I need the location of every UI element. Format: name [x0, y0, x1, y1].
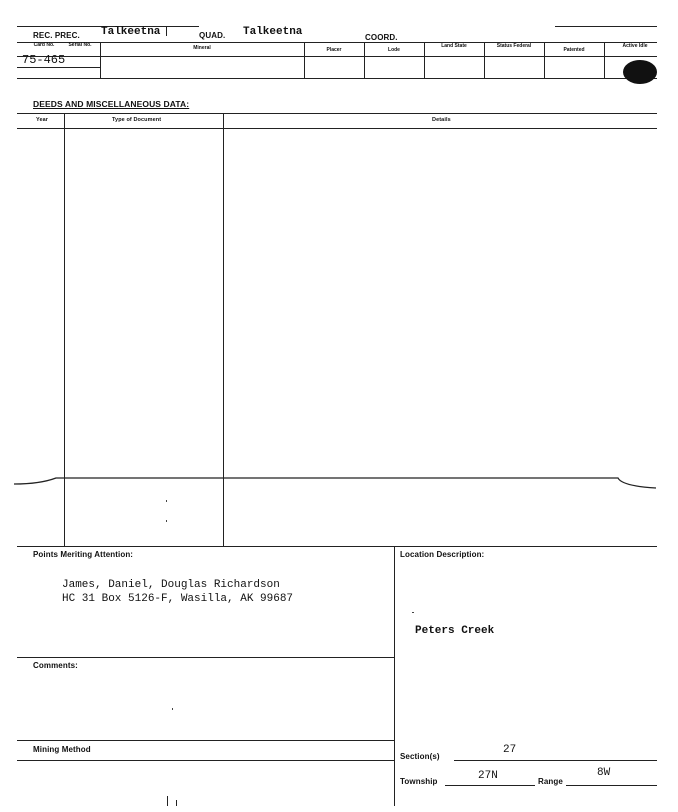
- points-line2: HC 31 Box 5126-F, Wasilla, AK 99687: [62, 593, 294, 605]
- mining-method-top: [17, 740, 394, 741]
- claim-table-header-bottom: [17, 56, 657, 57]
- active-idle-filled-circle: [623, 60, 657, 84]
- deeds-splice-line: [0, 470, 678, 492]
- points-label: Points Meriting Attention:: [33, 550, 134, 559]
- rec-prec-value: Talkeetna: [101, 26, 161, 38]
- mining-method-label: Mining Method: [33, 745, 91, 754]
- deeds-section-title: DEEDS AND MISCELLANEOUS DATA:: [33, 99, 190, 109]
- deeds-col-type: Type of Document: [112, 117, 162, 123]
- claim-col-divider: [544, 42, 545, 78]
- deeds-table-header-bottom: [17, 128, 657, 129]
- quad-label: QUAD.: [199, 31, 226, 40]
- claim-col-divider: [604, 42, 605, 78]
- col-status-federal: Status Federal: [496, 43, 532, 49]
- claim-col-divider: [484, 42, 485, 78]
- quad-value: Talkeetna: [243, 26, 303, 38]
- col-mineral: Mineral: [193, 45, 211, 51]
- col-serial-no: Serial No.: [68, 42, 92, 48]
- mining-method-rule: [17, 760, 394, 761]
- scan-tick: [176, 800, 177, 806]
- claim-col-divider: [364, 42, 365, 78]
- card-no-value: 75-465: [22, 53, 66, 67]
- deeds-col-year: Year: [36, 117, 49, 123]
- section-underline: [454, 760, 657, 761]
- range-label: Range: [538, 777, 563, 786]
- col-active-idle: Active Idle: [622, 43, 648, 49]
- claim-col-divider: [100, 42, 101, 78]
- scan-speck: [412, 612, 414, 613]
- lower-section-top: [17, 546, 657, 547]
- claim-col-divider: [424, 42, 425, 78]
- location-label: Location Description:: [400, 550, 485, 559]
- col-placer: Placer: [326, 47, 342, 53]
- claim-table-bottom: [17, 78, 657, 79]
- lower-center-divider: [394, 546, 395, 806]
- top-rule-right: [555, 26, 657, 27]
- comments-label: Comments:: [33, 661, 78, 670]
- scan-speck: [166, 500, 167, 502]
- township-value: 27N: [478, 770, 498, 782]
- deeds-col-details: Details: [432, 117, 451, 123]
- col-patented: Patented: [563, 47, 585, 53]
- section-label: Section(s): [400, 752, 440, 761]
- township-label: Township: [400, 777, 438, 786]
- claim-table-card-underline: [17, 67, 100, 68]
- col-lode: Lode: [388, 47, 400, 53]
- scan-speck: [172, 708, 173, 710]
- col-card-no: Card No.: [33, 42, 55, 48]
- points-line1: James, Daniel, Douglas Richardson: [62, 579, 280, 591]
- comments-top: [17, 657, 394, 658]
- claim-table-top: [17, 42, 657, 43]
- range-underline: [566, 785, 657, 786]
- range-value: 8W: [597, 767, 611, 779]
- deeds-table-top: [17, 113, 657, 114]
- col-land-state: Land State: [441, 43, 467, 49]
- rec-prec-label: REC. PREC.: [33, 31, 80, 40]
- header-tick: [166, 26, 167, 36]
- scan-tick: [167, 796, 168, 806]
- claim-col-divider: [304, 42, 305, 78]
- section-value: 27: [503, 744, 517, 756]
- location-value: Peters Creek: [415, 625, 495, 637]
- coord-label: COORD.: [365, 33, 398, 42]
- scan-speck: [166, 520, 167, 522]
- township-underline: [445, 785, 535, 786]
